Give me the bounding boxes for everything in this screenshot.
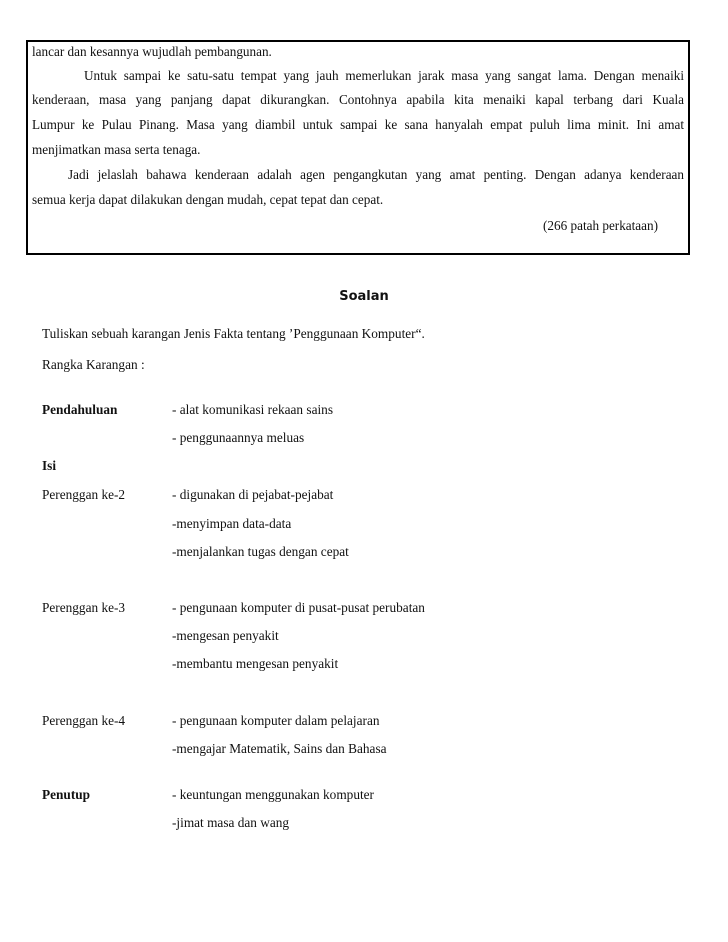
reading-passage-box xyxy=(26,40,690,255)
question-instruction: Tuliskan sebuah karangan Jenis Fakta tentang ’Penggunaan Komputer“. xyxy=(42,326,425,341)
outline-point: -menjalankan tugas dengan cepat xyxy=(172,544,349,559)
outline-point: -membantu mengesan penyakit xyxy=(172,656,339,671)
question-title: Soalan xyxy=(339,289,389,304)
outline-point: - pengunaan komputer di pusat-pusat perubatan xyxy=(172,600,425,615)
outline-point: - penggunaannya meluas xyxy=(172,430,305,445)
outline-point: -menyimpan data-data xyxy=(172,516,292,531)
section-label-perenggan-3: Perenggan ke-3 xyxy=(42,600,126,615)
outline-point: - digunakan di pejabat-pejabat xyxy=(172,487,334,502)
passage-line: kenderaan, masa yang panjang dapat dikurangkan. Contohnya apabila kita menaiki kapal terbang dari Kuala xyxy=(32,92,684,107)
passage-line: lancar dan kesannya wujudlah pembangunan. xyxy=(32,44,272,59)
outline-point: - keuntungan menggunakan komputer xyxy=(172,787,374,802)
passage-line: semua kerja dapat dilakukan dengan mudah, cepat tepat dan cepat. xyxy=(32,192,384,207)
section-label-pendahuluan: Pendahuluan xyxy=(42,402,118,417)
section-label-isi: Isi xyxy=(42,458,57,473)
outline-point: - alat komunikasi rekaan sains xyxy=(172,402,333,417)
passage-line: Untuk sampai ke satu-satu tempat yang jauh memerlukan jarak masa yang sangat lama. Dengan menaiki xyxy=(84,68,684,83)
outline-point: -jimat masa dan wang xyxy=(172,815,290,830)
passage-line: Lumpur ke Pulau Pinang. Masa yang diambil untuk sampai ke sana hanyalah empat puluh lima minit. Ini amat xyxy=(32,117,684,132)
outline-point: -mengesan penyakit xyxy=(172,628,279,643)
passage-line: Jadi jelaslah bahawa kenderaan adalah agen pengangkutan yang amat penting. Dengan adanya kenderaan xyxy=(68,167,684,182)
section-label-perenggan-4: Perenggan ke-4 xyxy=(42,713,126,728)
passage-line: menjimatkan masa serta tenaga. xyxy=(32,142,201,157)
section-label-penutup: Penutup xyxy=(42,787,91,802)
outline-point: -mengajar Matematik, Sains dan Bahasa xyxy=(172,741,387,756)
outline-label: Rangka Karangan : xyxy=(42,357,145,372)
word-count: (266 patah perkataan) xyxy=(543,218,658,233)
outline-point: - pengunaan komputer dalam pelajaran xyxy=(172,713,380,728)
section-label-perenggan-2: Perenggan ke-2 xyxy=(42,487,126,502)
